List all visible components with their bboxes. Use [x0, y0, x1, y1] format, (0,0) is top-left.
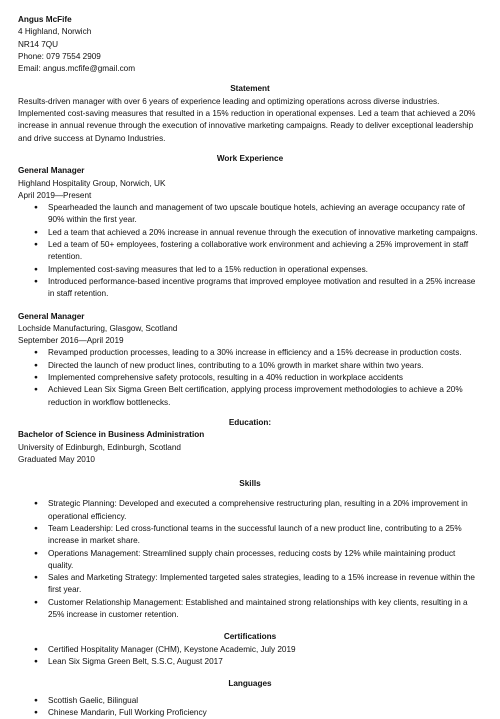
job-title: General Manager	[18, 311, 85, 321]
list-item: ● Certified Hospitality Manager (CHM), Keystone Academic, July 2019	[48, 644, 482, 656]
list-item: ● Strategic Planning: Developed and executed a comprehensive restructuring plan, resulting in a 20% improvement in operational efficiency.	[48, 498, 482, 523]
school: University of Edinburgh, Edinburgh, Scotland	[18, 442, 181, 452]
job-bullets	[18, 202, 482, 300]
list-item: ● Revamped production processes, leading to a 30% increase in efficiency and a 15% decrease in production costs.	[48, 347, 482, 359]
list-item: ● Sales and Marketing Strategy: Implemented targeted sales strategies, leading to a 15% increase in revenue within the first year.	[48, 572, 482, 597]
list-item: ● Chinese Mandarin, Full Working Proficiency	[48, 707, 482, 719]
languages-heading: Languages	[228, 679, 272, 689]
job-bullets	[18, 347, 482, 408]
education-heading: Education:	[228, 417, 272, 427]
job-dates: April 2019—Present	[18, 190, 92, 200]
job-2	[18, 311, 482, 409]
job-1	[18, 165, 482, 300]
skills-heading: Skills	[239, 479, 261, 489]
list-item: ● Achieved Lean Six Sigma Green Belt certification, applying process improvement methodologies to achieve a 20% reduction in workflow bottlenecks.	[48, 384, 482, 409]
list-item: ● Introduced performance-based incentive programs that improved employee motivation and resulted in a 25% increase in staff retention.	[48, 276, 482, 301]
statement-text: Results-driven manager with over 6 years of experience leading and optimizing operations across diverse industries. Implemented cost-saving measures that resulted in a 15% reduction in operational expenses. Led a team that achieved a 20% increase in annual revenue through the execution of innovative marketing campaigns. Ready to deliver exceptional leadership and drive success at Dynamo Industries.	[18, 96, 476, 143]
list-item: ● Spearheaded the launch and management of two upscale boutique hotels, achieving an average occupancy rate of 90% within the first year.	[48, 202, 482, 227]
list-item: ● Customer Relationship Management: Established and maintained strong relationships with key clients, resulting in a 25% increase in customer retention.	[48, 597, 482, 622]
list-item: ● Implemented cost-saving measures that led to a 15% reduction in operational expenses.	[48, 264, 482, 276]
job-title: General Manager	[18, 166, 85, 176]
degree: Bachelor of Science in Business Administration	[18, 430, 205, 440]
list-item: ● Operations Management: Streamlined supply chain processes, reducing costs by 12% while maintaining product quality.	[48, 548, 482, 573]
address-line-1: 4 Highland, Norwich	[18, 27, 92, 37]
list-item: ● Team Leadership: Led cross-functional teams in the successful launch of a new product line, contributing to a 25% increase in market share.	[48, 523, 482, 548]
job-company: Highland Hospitality Group, Norwich, UK	[18, 178, 166, 188]
statement-heading: Statement	[230, 84, 270, 94]
list-item: ● Led a team that achieved a 20% increase in annual revenue through the execution of innovative marketing campaigns.	[48, 227, 482, 239]
languages-list	[18, 695, 482, 719]
contact-block	[18, 14, 482, 75]
list-item: ● Implemented comprehensive safety protocols, resulting in a 40% reduction in workplace accidents	[48, 372, 482, 384]
job-company: Lochside Manufacturing, Glasgow, Scotland	[18, 323, 178, 333]
graduation-date: Graduated May 2010	[18, 454, 95, 464]
experience-heading: Work Experience	[216, 153, 284, 163]
list-item: ● Scottish Gaelic, Bilingual	[48, 695, 482, 707]
address-line-2: NR14 7QU	[18, 39, 59, 49]
email: Email: angus.mcfife@gmail.com	[18, 64, 136, 74]
certifications-heading: Certifications	[223, 632, 277, 642]
list-item: ● Directed the launch of new product lines, contributing to a 10% growth in market share within two years.	[48, 360, 482, 372]
skills-list	[18, 498, 482, 621]
job-dates: September 2016—April 2019	[18, 336, 124, 346]
list-item: ● Lean Six Sigma Green Belt, S.S.C, August 2017	[48, 656, 482, 668]
list-item: ● Led a team of 50+ employees, fostering a collaborative work environment and achieving a 25% improvement in staff retention.	[48, 239, 482, 264]
certifications-list	[18, 644, 482, 669]
candidate-name: Angus McFife	[18, 15, 72, 24]
phone: Phone: 079 7554 2909	[18, 51, 101, 61]
